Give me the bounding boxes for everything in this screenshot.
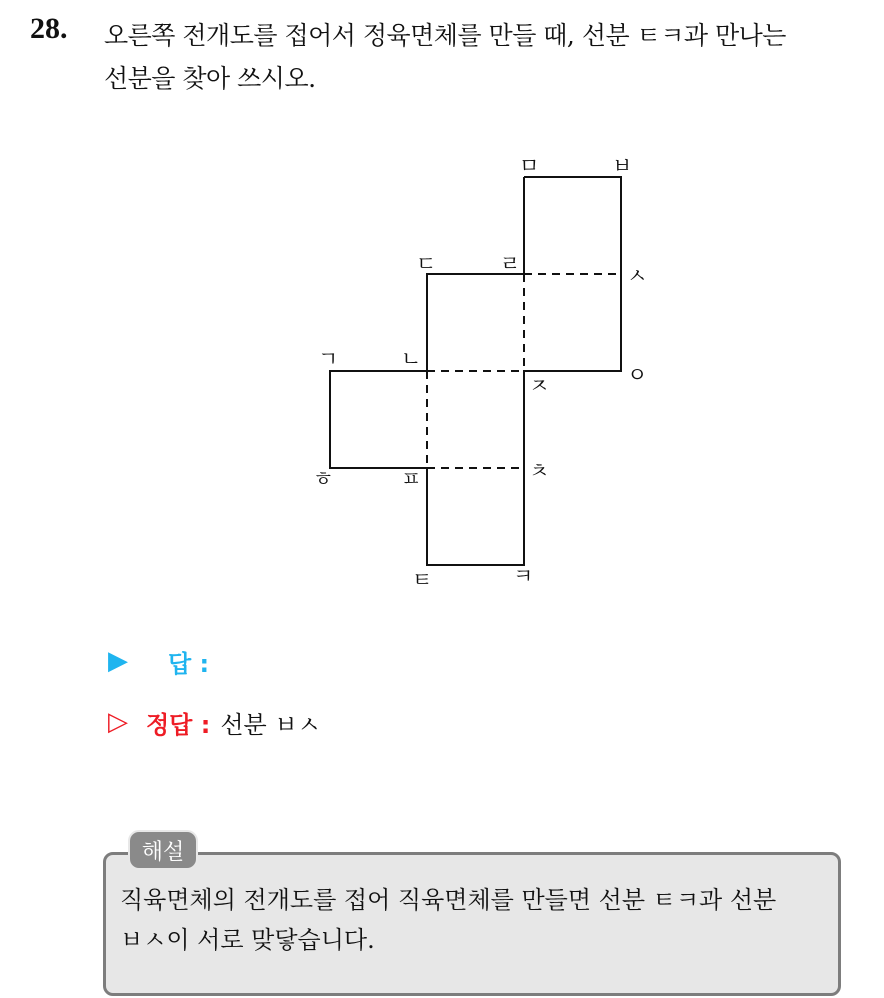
vertex-label-d: ㄷ <box>416 252 437 276</box>
key-answer-label: 정답 : <box>146 710 211 739</box>
question-number: 28. <box>30 12 68 45</box>
vertex-label-n: ㄴ <box>401 347 422 371</box>
vertex-label-p: ㅍ <box>401 467 422 491</box>
vertex-label-o: ㅇ <box>627 363 648 387</box>
vertex-label-s: ㅅ <box>627 264 648 288</box>
explanation-line-1: 직육면체의 전개도를 접어 직육면체를 만들면 선분 ㅌㅋ과 선분 <box>120 886 777 914</box>
vertex-label-b: ㅂ <box>612 154 633 178</box>
vertex-label-g: ㄱ <box>318 347 339 371</box>
answer-marker-icon: ▶ <box>108 646 128 676</box>
vertex-label-r: ㄹ <box>500 252 521 276</box>
question-line-1: 오른쪽 전개도를 접어서 정육면체를 만들 때, 선분 ㅌㅋ과 만나는 <box>104 21 786 50</box>
key-marker-icon: ▷ <box>108 707 128 737</box>
answer-row <box>108 645 209 677</box>
vertex-label-t: ㅌ <box>412 568 433 592</box>
vertex-label-ch: ㅊ <box>529 459 550 483</box>
vertex-label-j: ㅈ <box>529 374 550 398</box>
key-answer-row <box>108 704 321 740</box>
explanation-text <box>120 880 835 960</box>
answer-label: 답 : <box>168 649 210 678</box>
question-line-2: 선분을 찾아 쓰시오. <box>104 64 316 93</box>
explanation-tab: 해설 <box>128 830 198 870</box>
explanation-line-2: ㅂㅅ이 서로 맞닿습니다. <box>120 926 375 954</box>
vertex-label-h: ㅎ <box>313 467 334 491</box>
key-answer-value: 선분 ㅂㅅ <box>220 710 321 739</box>
vertex-label-k: ㅋ <box>513 564 534 588</box>
vertex-label-m: ㅁ <box>519 154 540 178</box>
